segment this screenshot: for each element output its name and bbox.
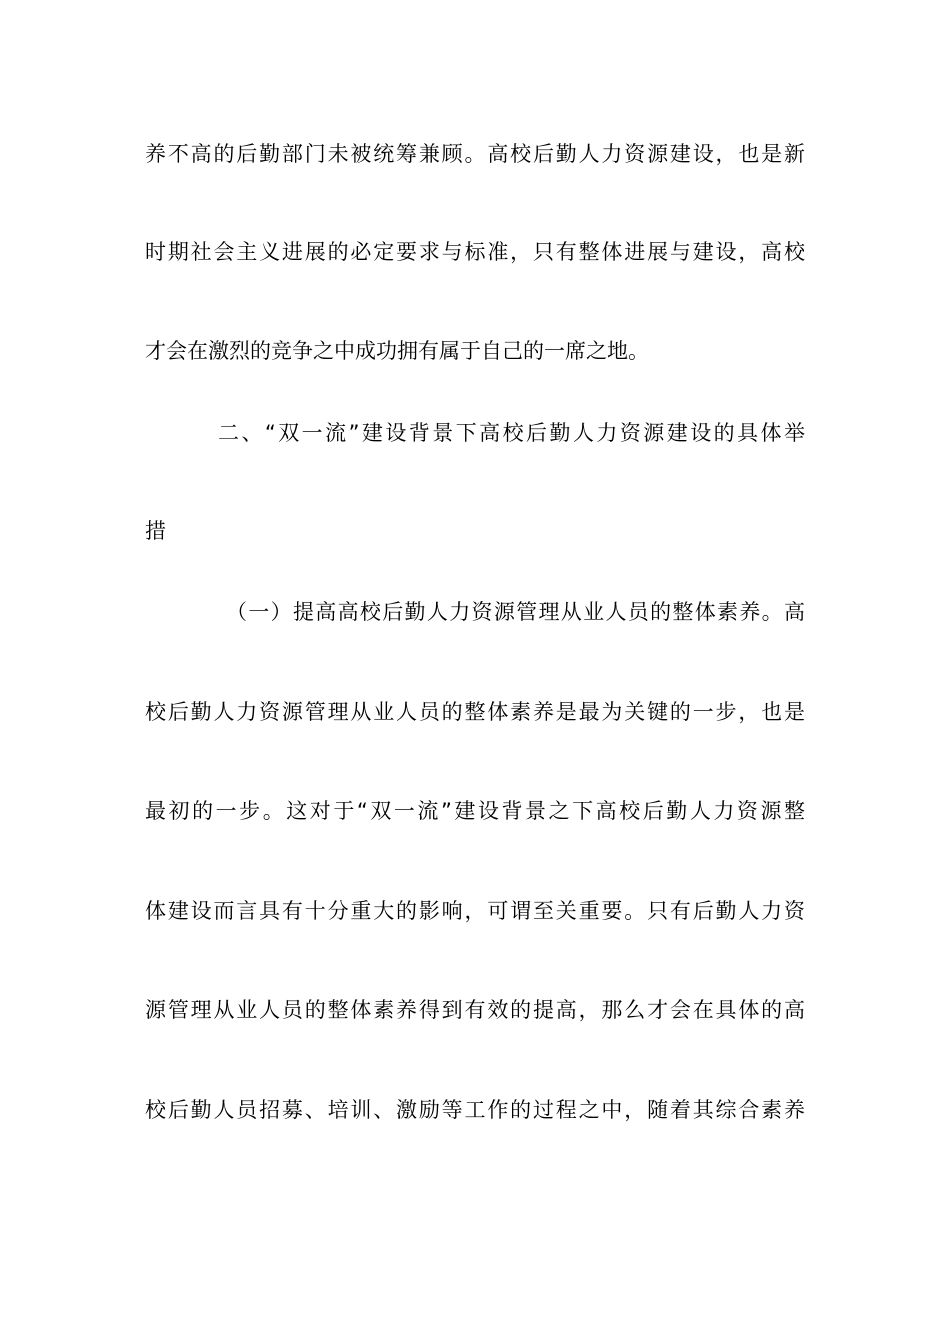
section-heading-line-1: 二、“双一流”建设背景下高校后勤人力资源建设的具体举 [218, 421, 805, 445]
section-heading-line-2: 措 [145, 519, 166, 543]
paragraph-3-line-4: 体建设而言具有十分重大的影响，可谓至关重要。只有后勤人力资 [145, 899, 805, 923]
paragraph-3-line-3: 最初的一步。这对于“双一流”建设背景之下高校后勤人力资源整 [145, 799, 805, 823]
paragraph-1-line-2: 时期社会主义进展的必定要求与标准，只有整体进展与建设，高校 [145, 240, 805, 264]
paragraph-3-line-1: （一）提高高校后勤人力资源管理从业人员的整体素养。高 [226, 600, 805, 624]
paragraph-3-line-2: 校后勤人力资源管理从业人员的整体素养是最为关键的一步，也是 [145, 700, 805, 724]
paragraph-1-line-1: 养不高的后勤部门未被统筹兼顾。高校后勤人力资源建设，也是新 [145, 142, 805, 166]
paragraph-1-line-3: 才会在激烈的竞争之中成功拥有属于自己的一席之地。 [145, 339, 649, 363]
paragraph-3-line-6: 校后勤人员招募、培训、激励等工作的过程之中，随着其综合素养 [145, 1098, 805, 1122]
paragraph-3-line-5: 源管理从业人员的整体素养得到有效的提高，那么才会在具体的高 [145, 998, 805, 1022]
